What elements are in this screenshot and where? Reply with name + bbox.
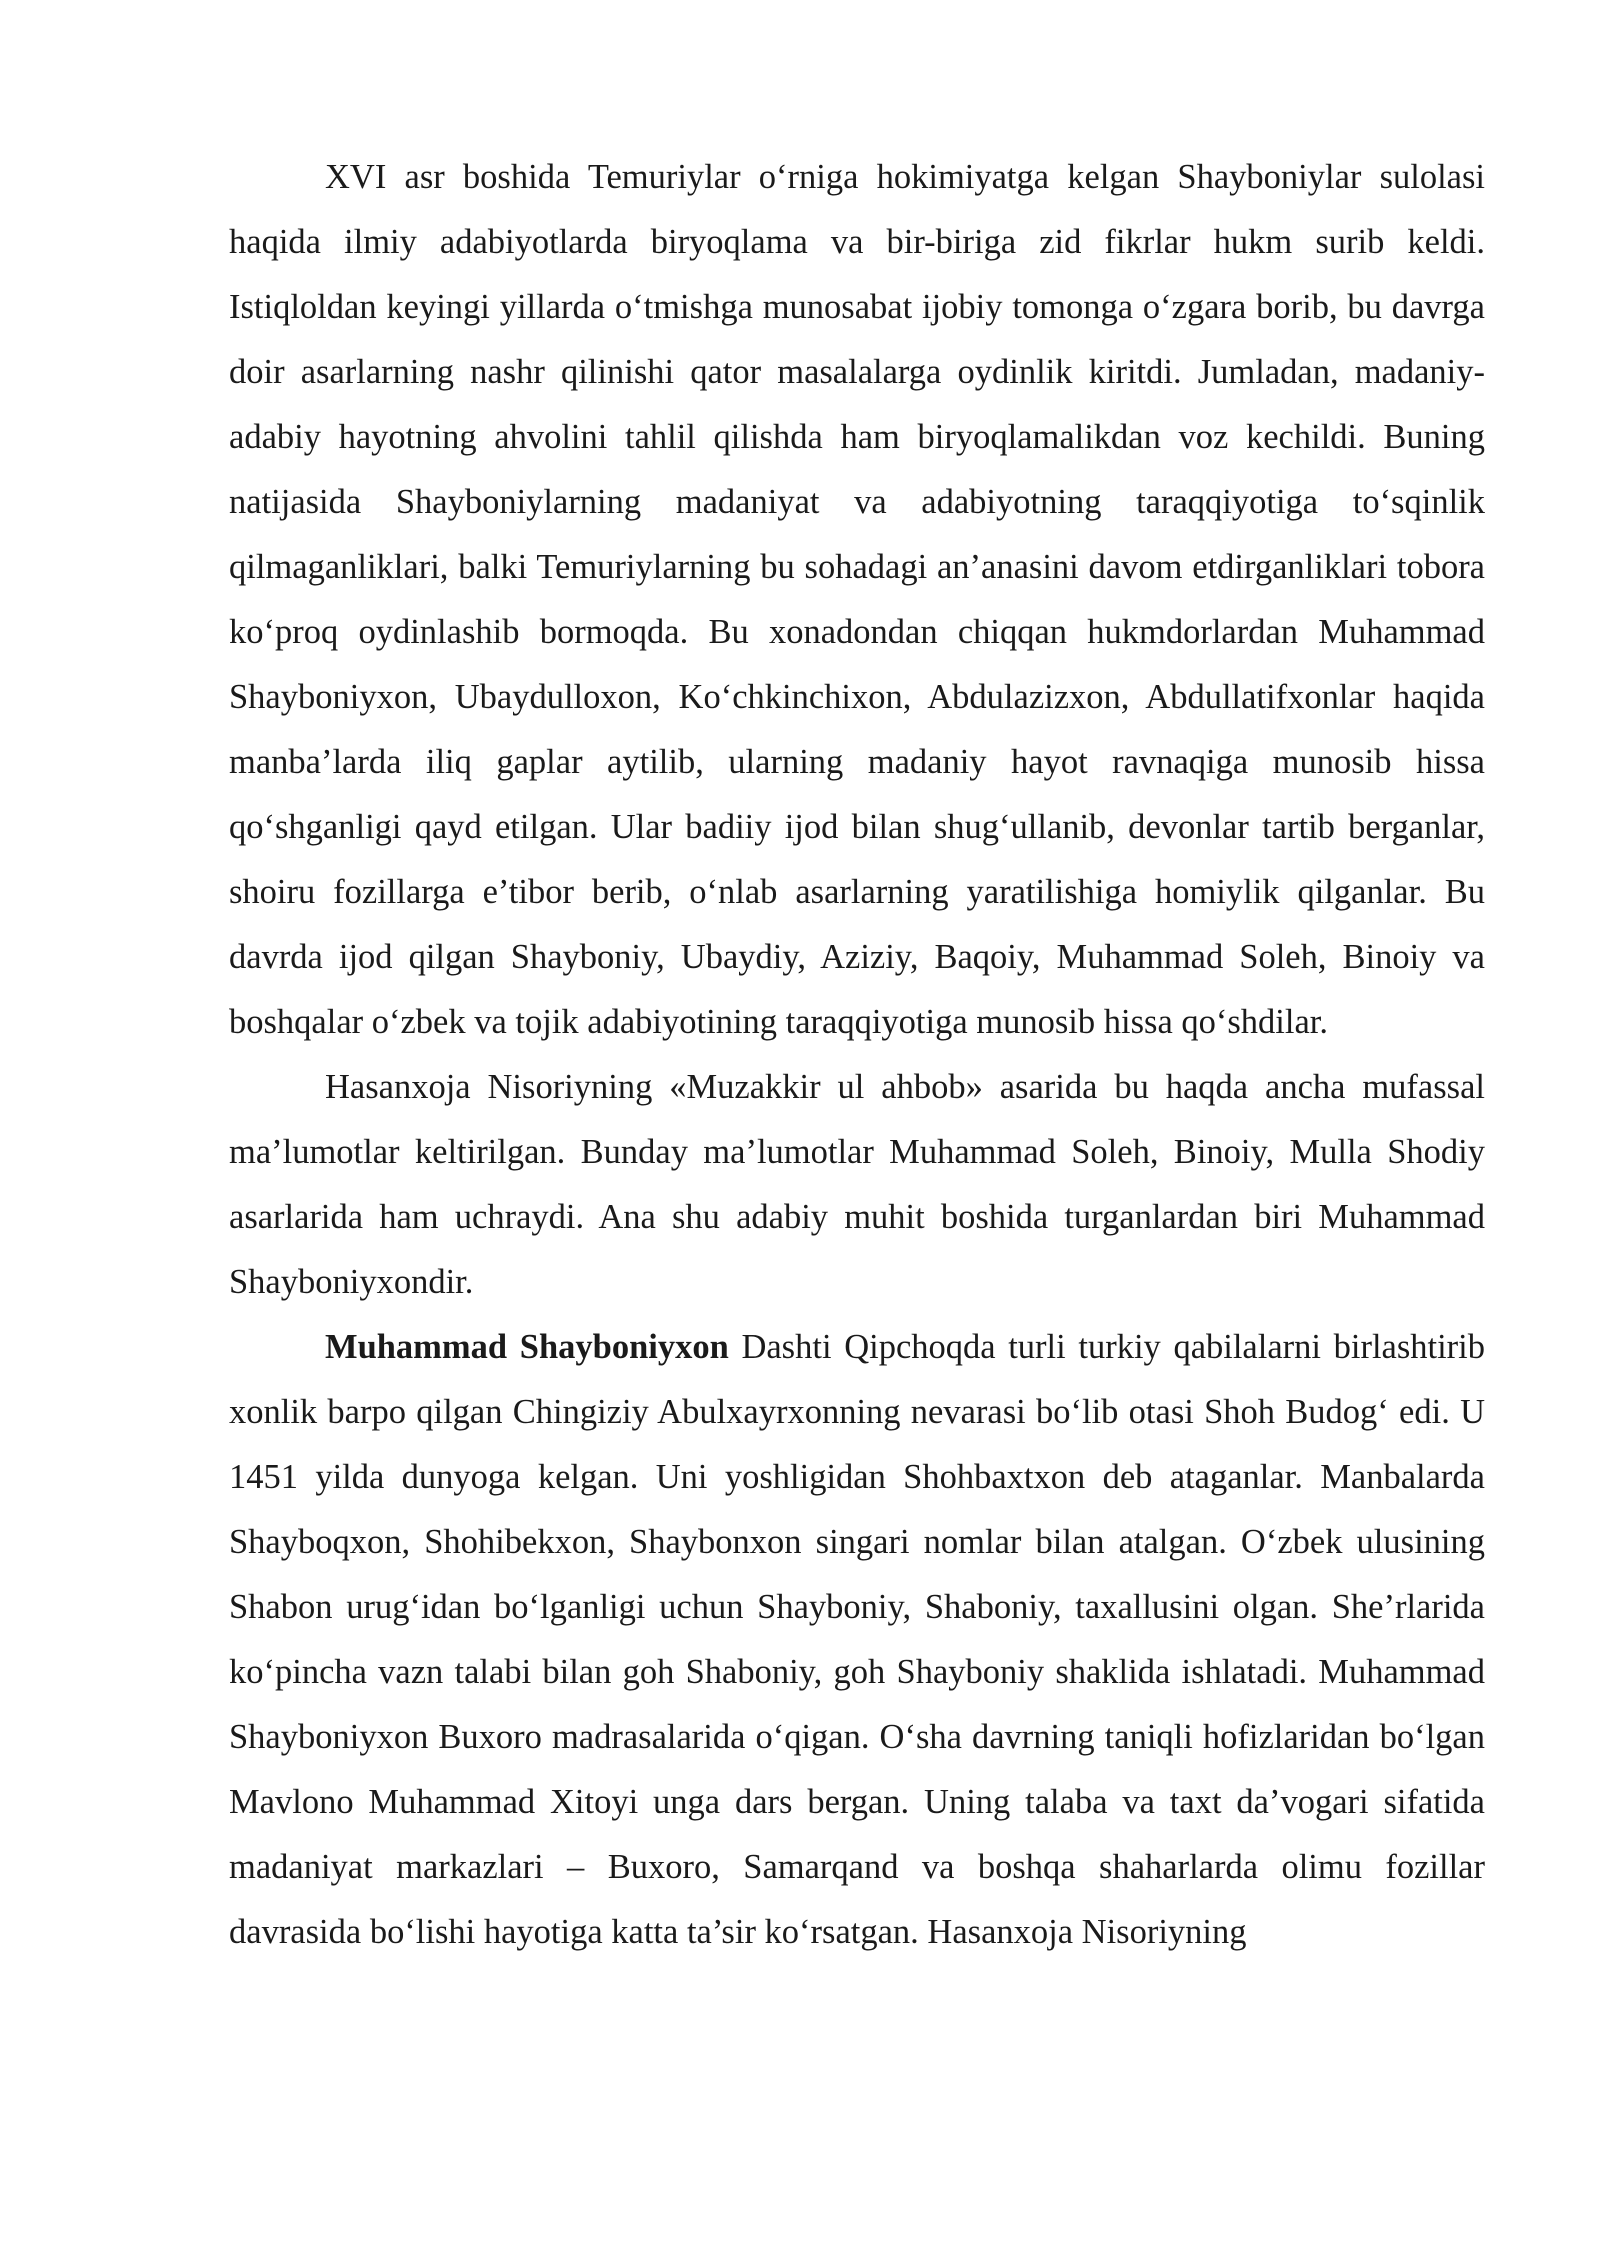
bold-name: Muhammad Shayboniyxon: [325, 1328, 729, 1366]
paragraph-3-text: Dashti Qipchoqda turli turkiy qabilalarni birlashtirib xonlik barpo qilgan Chingiziy Abulxayrxonning nevarasi bo‘lib otasi Shoh Budog‘ edi. U 1451 yilda dunyoga kelgan. Uni yoshligidan Shohbaxtxon deb ataganlar. Manbalarda Shayboqxon, Shohibekxon, Shaybonxon singari nomlar bilan atalgan. O‘zbek ulusining Shabon urug‘idan bo‘lganligi uchun Shayboniy, Shaboniy, taxallusini olgan. She’rlarida ko‘pincha vazn talabi bilan goh Shaboniy, goh Shayboniy shaklida ishlatadi. Muhammad Shayboniyxon Buxoro madrasalarida o‘qigan. O‘sha davrning taniqli hofizlaridan bo‘lgan Mavlono Muhammad Xitoyi unga dars bergan. Uning talaba va taxt da’vogari sifatida madaniyat markazlari – Buxoro, Samarqand va boshqa shaharlarda olimu fozillar davrasida bo‘lishi hayotiga katta ta’sir ko‘rsatgan. Hasanxoja Nisoriyning: [229, 1328, 1486, 1951]
document-body: [229, 145, 1485, 1965]
paragraph-1: XVI asr boshida Temuriylar o‘rniga hokimiyatga kelgan Shayboniylar sulolasi haqida ilmiy adabiyotlarda biryoqlama va bir-biriga zid fikrlar hukm surib keldi. Istiqloldan keyingi yillarda o‘tmishga munosabat ijobiy tomonga o‘zgara borib, bu davrga doir asarlarning nashr qilinishi qator masalalarga oydinlik kiritdi. Jumladan, madaniy-adabiy hayotning ahvolini tahlil qilishda ham biryoqlamalikdan voz kechildi. Buning natijasida Shayboniylarning madaniyat va adabiyotning taraqqiyotiga to‘sqinlik qilmaganliklari, balki Temuriylarning bu sohadagi an’anasini davom etdirganliklari tobora ko‘proq oydinlashib bormoqda. Bu xonadondan chiqqan hukmdorlardan Muhammad Shayboniyxon, Ubaydulloxon, Ko‘chkinchixon, Abdulazizxon, Abdullatifxonlar haqida manba’larda iliq gaplar aytilib, ularning madaniy hayot ravnaqiga munosib hissa qo‘shganligi qayd etilgan. Ular badiiy ijod bilan shug‘ullanib, devonlar tartib berganlar, shoiru fozillarga e’tibor berib, o‘nlab asarlarning yaratilishiga homiylik qilganlar. Bu davrda ijod qilgan Shayboniy, Ubaydiy, Aziziy, Baqoiy, Muhammad Soleh, Binoiy va boshqalar o‘zbek va tojik adabiyotining taraqqiyotiga munosib hissa qo‘shdilar.: [229, 158, 1485, 1041]
paragraph-2: Hasanxoja Nisoriyning «Muzakkir ul ahbob» asarida bu haqda ancha mufassal ma’lumotlar keltirilgan. Bunday ma’lumotlar Muhammad Soleh, Binoiy, Mulla Shodiy asarlarida ham uchraydi. Ana shu adabiy muhit boshida turganlardan biri Muhammad Shayboniyxondir.: [229, 1068, 1485, 1301]
paragraph-3: [229, 1315, 1485, 1965]
